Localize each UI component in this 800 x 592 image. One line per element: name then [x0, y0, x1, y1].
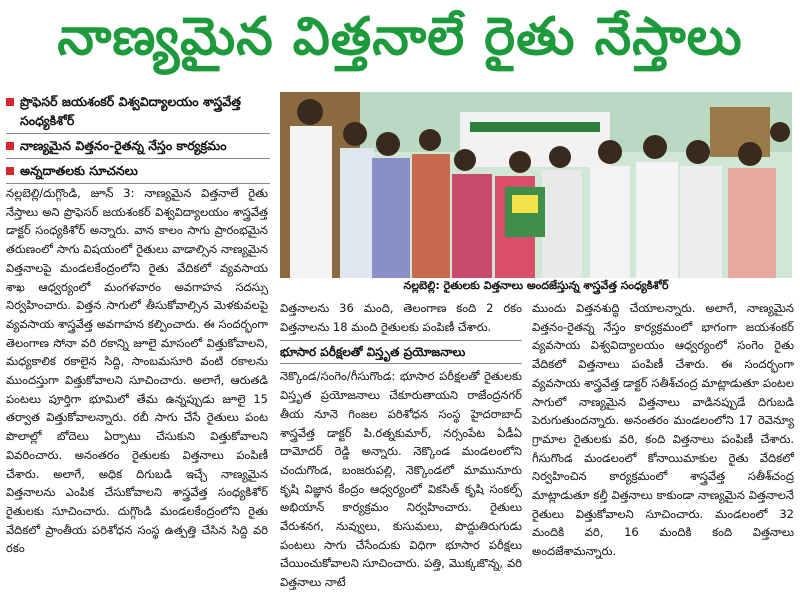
news-photo: [280, 92, 792, 278]
highlight-item: [6, 90, 270, 134]
article-column-right: [532, 299, 794, 561]
article-body-text: నల్లబెల్లి/దుగ్గొండి, జూన్ 3: నాణ్యమైన విత్తనాలే రైతు నేస్తాలు అని ప్రొఫెసర్ జయశంకర్ విశ్వవిద్యాలయం శాస్త్రవేత్త డాక్టర్ సంధ్యకిశోర్ అన్నారు. వాన కాలం సాగు ప్రారంభమైన తరుణంలో సాగు విషయంలో రైతులు వాడాల్సిన నాణ్యమైన విత్తనాలపై మండలకేంద్రంలోని రైతు వేదికలో వ్యవసాయ శాఖ ఆధ్వర్యంలో మంగళవారం అవగాహన సదస్సు నిర్వహించారు. విత్తన సాగులో తీసుకోవాల్సిన మెళకువలపై వ్యవసాయ శాస్త్రవేత్త అవగాహన కల్పించారు. ఈ సందర్భంగా తెలంగాణ సోనా వరి రకాన్ని జూలై మాసంలో విత్తుకోవాలని, మధ్యకాలిక రకాలైన సిద్ది, సాంబమసూరి వంటి రకాలను ముందస్తుగా విత్తుకోవాలని సూచించారు. అలాగే, ఆరుతడి పంటలు పూర్తిగా భూమిలో తేమ ఉన్నప్పుడు జూలై 15 తర్వాత విత్తుకోవాలన్నారు. రబీ సాగు చేసే రైతులు పంట పొలాల్లో బోదెలు ఏర్పాటు చేసుకుని విత్తుకోవాలని వివరించారు. అనంతరం రైతులకు విత్తనాలు పంపిణీ చేశారు. అలాగే, అధిక దిగుబడి ఇచ్చే నాణ్యమైన విత్తనాలను ఎంపిక చేసుకోవాలని శాస్త్రవేత్త సంధ్యకిశోర్ రైతులకు సూచించారు. దుగ్గొండి మండలకేంద్రంలోని రైతు వేదికలో ప్రాంతీయ పరిశోధన సంస్థ ఉత్పత్తి చేసిన సిద్ది వరి రకం: [6, 186, 268, 556]
highlight-item: [6, 159, 270, 184]
article-body-text: విత్తనాలను 36 మంది, తెలంగాణ కంది 2 రకం విత్తనాలను 18 మంది రైతులకు పంపిణీ చేశారు.: [280, 301, 522, 334]
headline: నాణ్యమైన విత్తనాలే రైతు నేస్తాలు: [57, 6, 743, 67]
article-body-text: ముందు విత్తనశుద్ధి చేయాలన్నారు. అలాగే, నాణ్యమైన విత్తనం-రైతన్న నేస్తం కార్యక్రమంలో భాగంగా జయశంకర్ వ్యవసాయ విశ్వవిద్యాలయం ఆధ్వర్యంలో సంగెం రైతు వేదికలో విత్తనాలు పంపిణీ చేశారు. ఈ సందర్భంగా వ్యవసాయ శాస్త్రవేత్త డాక్టర్ సతీశ్‌చంద్ర మాట్లాడుతూ పంటల సాగులో నాణ్యమైన విత్తనాలు వాడినప్పుడే దిగుబడి పెరుగుతుందన్నారు. అనంతరం మండలంలోని 17 రెవెన్యూ గ్రామాల రైతులకు వరి, కంది విత్తనాలు పంపిణీ చేశారు. గీసుగొండ మండలంలో కోనాయిమాకుల రైతు వేదికలో నిర్వహించిన కార్యక్రమంలో శాస్త్రవేత్త సతీశ్‌చంద్ర మాట్లాడుతూ కల్తీ విత్తనాలు కాకుండా నాణ్యమైన విత్తనాలనే రైతులు విత్తుకోవాలని సూచించారు. మండలంలో 32 మందికి వరి, 16 మందికి కంది విత్తనాలు అందజేశామన్నారు.: [532, 301, 794, 559]
photo-illustration: [280, 92, 792, 278]
highlight-text: ప్రొఫెసర్ జయశంకర్ విశ్వవిద్యాలయం శాస్త్రవేత్త సంధ్యకిశోర్: [20, 94, 242, 128]
highlight-item: [6, 134, 270, 159]
red-square-bullet-icon: [6, 167, 14, 175]
article-column-left: [6, 184, 268, 558]
highlight-text: అన్నదాతలకు సూచనలు: [20, 163, 138, 178]
section-subheading: భూసార పరీక్షలతో విస్తృత ప్రయోజనాలు: [280, 340, 522, 364]
red-square-bullet-icon: [6, 98, 14, 106]
highlight-text: నాణ్యమైన విత్తనం-రైతన్న నేస్తం కార్యక్రమం: [20, 138, 227, 153]
highlights-list: [6, 90, 270, 184]
red-square-bullet-icon: [6, 142, 14, 150]
article-column-middle: [280, 299, 522, 592]
article-body-text: నెక్కొండ/సంగెం/గీసుగొండ: భూసార పరీక్షలతో రైతులకు విస్తృత ప్రయోజనాలు చేకూరుతాయని రాజేంద్రనగర్ తీయ నూనె గింజల పరిశోధన సంస్థ హైదరాబాద్ శాస్త్రవేత్త డాక్టర్ పి.రత్నకుమార్, నర్సంపేట ఏడీఏ దామోదర్ రెడ్డి అన్నారు. నెక్కొండ మండలంలోని చందుగొండ, బంజరుపల్లి, నెక్కొండలో మామునూరు కృషి విజ్ఞాన కేంద్రం ఆధ్వర్యంలో వికసిత్ కృషి సంకల్ప్ అభియాన్ కార్యక్రమం నిర్వహించారు. రైతులు వేరుశనగ, నువ్వులు, కుసుమలు, పొద్దుతిరుగుడు పంటలు సాగు చేసేందుకు విధిగా భూసార పరీక్షలు చేయించుకోవాలని సూచించారు. పత్తి, మొక్కజొన్న, వరి విత్తనాలు నాటే: [280, 369, 522, 590]
photo-caption: నల్లబెల్లి: రైతులకు విత్తనాలు అందజేస్తున్న శాస్త్రవేత్త సంధ్యకిశోర్: [403, 279, 669, 292]
